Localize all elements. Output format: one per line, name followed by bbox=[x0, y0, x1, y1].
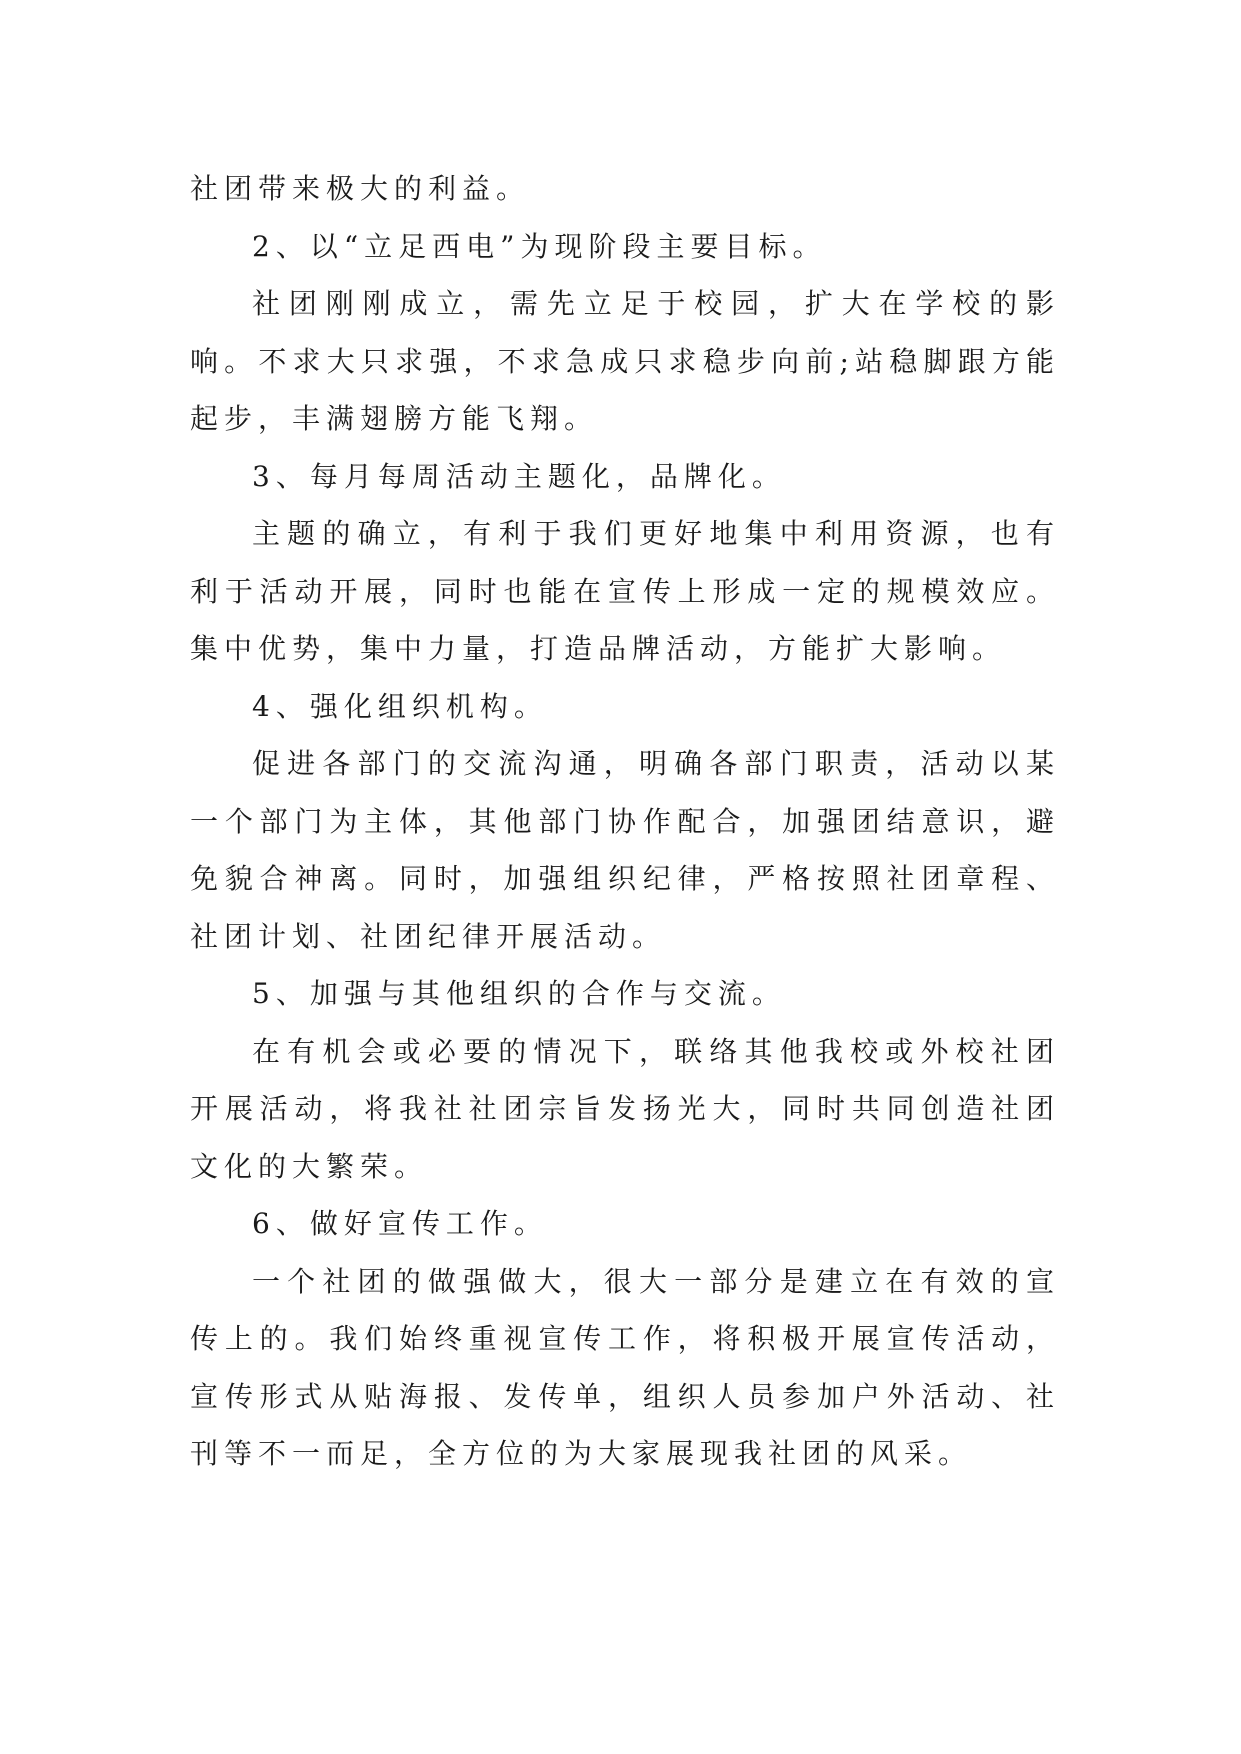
paragraph-goal-3: 主题的确立，有利于我们更好地集中利用资源，也有利于活动开展，同时也能在宣传上形成一定的规模效应。集中优势，集中力量，打造品牌活动，方能扩大影响。 bbox=[190, 517, 1060, 665]
paragraph-goal-2: 社团刚刚成立，需先立足于校园，扩大在学校的影响。不求大只求强，不求急成只求稳步向前;站稳脚跟方能起步，丰满翅膀方能飞翔。 bbox=[190, 287, 1060, 435]
heading-goal-2: 2、以“立足西电”为现阶段主要目标。 bbox=[252, 229, 827, 263]
paragraph-goal-4: 促进各部门的交流沟通，明确各部门职责，活动以某一个部门为主体，其他部门协作配合，加强团结意识，避免貌合神离。同时，加强组织纪律，严格按照社团章程、社团计划、社团纪律开展活动。 bbox=[190, 747, 1060, 953]
heading-goal-3: 3、每月每周活动主题化，品牌化。 bbox=[252, 459, 786, 493]
paragraph-goal-5: 在有机会或必要的情况下，联络其他我校或外校社团开展活动，将我社社团宗旨发扬光大，同时共同创造社团文化的大繁荣。 bbox=[190, 1034, 1060, 1183]
document-body bbox=[190, 160, 1060, 1483]
heading-goal-6: 6、做好宣传工作。 bbox=[252, 1207, 548, 1240]
paragraph-continuation: 社团带来极大的利益。 bbox=[190, 172, 531, 205]
paragraph-goal-6: 一个社团的做强做大，很大一部分是建立在有效的宣传上的。我们始终重视宣传工作，将积极开展宣传活动，宣传形式从贴海报、发传单，组织人员参加户外活动、社刊等不一而足，全方位的为大家展现我社团的风采。 bbox=[190, 1264, 1060, 1470]
heading-goal-4: 4、强化组织机构。 bbox=[252, 689, 548, 723]
heading-goal-5: 5、加强与其他组织的合作与交流。 bbox=[252, 977, 786, 1010]
